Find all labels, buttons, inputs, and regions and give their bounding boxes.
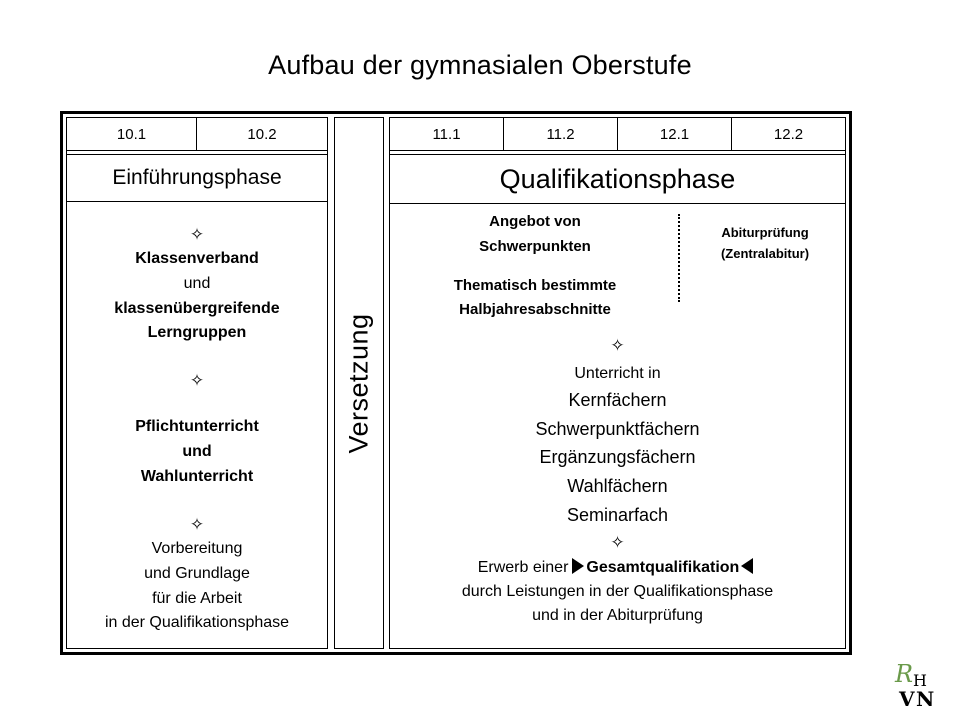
left-block-1 xyxy=(66,226,328,346)
text-klassenverband: Klassenverband xyxy=(135,250,259,267)
subject-kernfaecher: Kernfächern xyxy=(568,389,667,410)
text-klassenuebergreifende: klassenübergreifende xyxy=(114,299,280,317)
text-und: und xyxy=(182,442,212,460)
text-erwerb-einer: Erwerb einer xyxy=(477,559,569,576)
left-block-3 xyxy=(66,516,328,636)
text-und-grundlage: und Grundlage xyxy=(144,564,250,582)
abitur-block xyxy=(690,223,840,265)
unterricht-block xyxy=(389,337,846,530)
text-in-der-qualifikationsphase: in der Qualifikationsphase xyxy=(104,614,290,632)
diamond-icon: ✧ xyxy=(610,336,625,355)
text-zentralabitur: (Zentralabitur) xyxy=(720,245,810,261)
versetzung-wrap xyxy=(334,117,384,649)
text-durch-leistungen: durch Leistungen in der Qualifikationsphase xyxy=(461,583,774,600)
phase-label-qualifikation: Qualifikationsphase xyxy=(389,154,846,204)
text-angebot-von: Angebot von xyxy=(489,213,581,230)
dotted-separator xyxy=(678,214,680,302)
thematisch-block xyxy=(410,274,660,322)
subject-schwerpunktfaecher: Schwerpunktfächern xyxy=(535,418,700,439)
semester-10-2: 10.2 xyxy=(196,117,328,151)
diamond-icon: ✧ xyxy=(610,533,625,552)
text-thematisch-bestimmte: Thematisch bestimmte xyxy=(453,277,617,294)
logo-h-letter: H xyxy=(913,671,927,690)
text-abiturpruefung: Abiturprüfung xyxy=(721,225,809,240)
semester-10-1: 10.1 xyxy=(66,117,197,151)
diagram-title: Aufbau der gymnasialen Oberstufe xyxy=(268,50,692,80)
text-vorbereitung: Vorbereitung xyxy=(151,540,243,557)
text-gesamtqualifikation: Gesamtqualifikation xyxy=(586,559,740,576)
semester-11-2: 11.2 xyxy=(503,117,618,151)
text-fuer-die-arbeit: für die Arbeit xyxy=(152,589,242,607)
text-schwerpunkten: Schwerpunkten xyxy=(479,237,591,255)
text-pflichtunterricht: Pflichtunterricht xyxy=(135,418,259,435)
semester-11-1: 11.1 xyxy=(389,117,504,151)
subject-seminarfach: Seminarfach xyxy=(566,504,669,525)
logo-n-letter: N xyxy=(916,687,935,708)
text-wahlunterricht: Wahlunterricht xyxy=(140,467,254,485)
diamond-icon: ✧ xyxy=(189,515,205,534)
phase-label-einfuehrung: Einführungsphase xyxy=(66,154,328,202)
text-und: und xyxy=(183,274,211,292)
subject-wahlfaecher: Wahlfächern xyxy=(567,476,668,497)
text-lerngruppen: Lerngruppen xyxy=(147,324,247,342)
versetzung-label: Versetzung xyxy=(343,312,374,454)
erwerb-line-1 xyxy=(389,556,846,580)
text-unterricht-in: Unterricht in xyxy=(574,365,661,382)
text-halbjahresabschnitte: Halbjahresabschnitte xyxy=(459,301,611,318)
subject-ergaenzungsfaecher: Ergänzungsfächern xyxy=(539,447,696,468)
erwerb-block xyxy=(389,534,846,628)
semester-12-2: 12.2 xyxy=(731,117,846,151)
triangle-right-icon xyxy=(572,558,584,574)
diamond-icon: ✧ xyxy=(189,225,205,244)
logo-v-letter: V xyxy=(899,687,915,708)
text-und-in-der-abiturpruefung: und in der Abiturprüfung xyxy=(532,607,703,624)
logo-monogram xyxy=(893,662,937,708)
logo-p-letter: R xyxy=(895,662,914,688)
semester-12-1: 12.1 xyxy=(617,117,732,151)
diamond-icon: ✧ xyxy=(189,371,205,390)
left-block-2 xyxy=(66,372,328,489)
triangle-left-icon xyxy=(741,558,753,574)
angebot-block xyxy=(420,210,650,260)
